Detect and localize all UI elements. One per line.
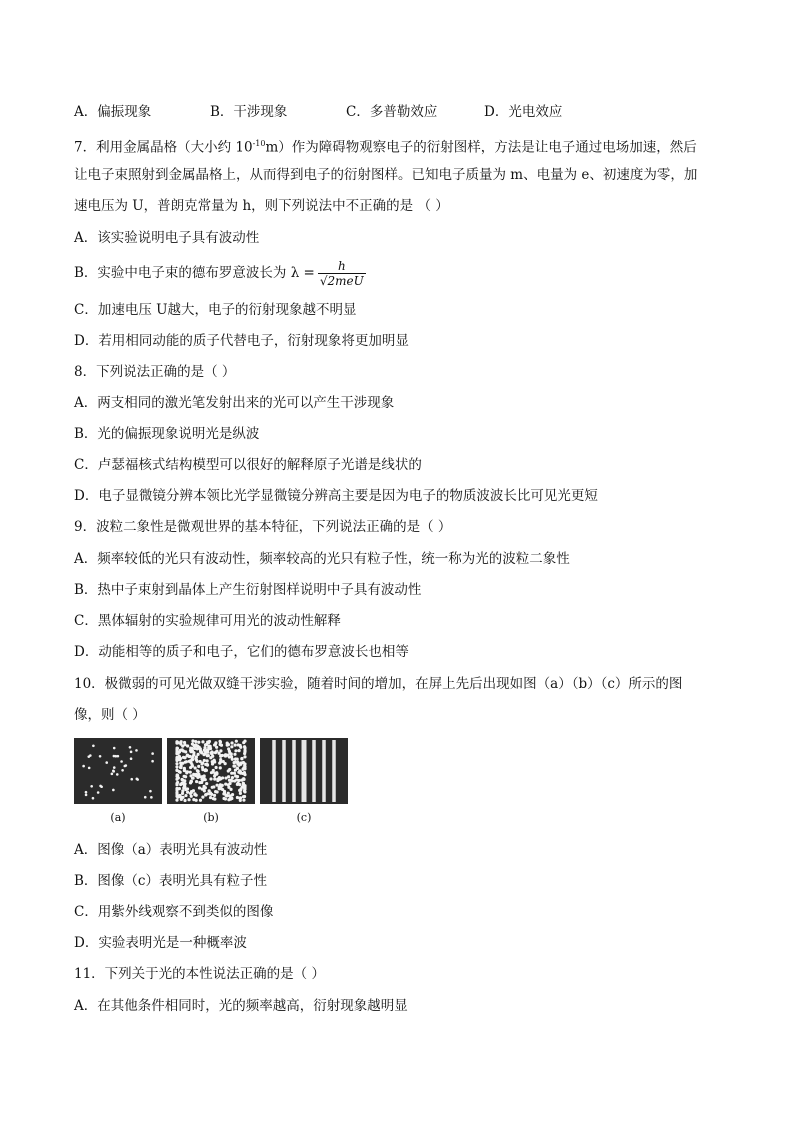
photon-dot: [235, 778, 238, 781]
q8-option-c: C．卢瑟福核式结构模型可以很好的解释原子光谱是线状的: [74, 457, 422, 473]
photon-dot: [234, 757, 237, 760]
photon-dot: [213, 760, 216, 763]
q10-option-b: B．图像（c）表明光具有粒子性: [74, 873, 267, 889]
photon-dot: [243, 755, 246, 758]
photon-dot: [219, 777, 222, 780]
photon-dot: [239, 792, 242, 795]
q8-option-b: B．光的偏振现象说明光是纵波: [74, 426, 260, 442]
photon-dot: [92, 745, 95, 748]
q9-option-a: A．频率较低的光只有波动性，频率较高的光只有粒子性，统一称为光的波粒二象性: [74, 551, 570, 567]
photon-dot: [242, 777, 245, 780]
photon-dot: [144, 796, 147, 799]
photon-dot: [230, 772, 233, 775]
photon-dot: [214, 751, 217, 754]
photon-dot: [181, 748, 184, 751]
photon-dot: [105, 761, 108, 764]
photon-dot: [179, 762, 182, 765]
q7-option-a: A．该实验说明电子具有波动性: [74, 230, 260, 246]
q9-option-b: B．热中子束射到晶体上产生衍射图样说明中子具有波动性: [74, 582, 422, 598]
photon-dot: [206, 759, 209, 762]
photon-dot: [99, 755, 102, 758]
formula-denominator: √2meU: [319, 274, 364, 288]
photon-dot: [230, 745, 233, 748]
photon-dot: [201, 796, 204, 799]
photon-dot: [175, 742, 178, 745]
photon-dot: [190, 795, 193, 798]
interference-figures: [74, 738, 350, 808]
q10-option-a: A．图像（a）表明光具有波动性: [74, 842, 268, 858]
photon-dot: [213, 778, 216, 781]
q7-option-c: C．加速电压 U越大，电子的衍射现象越不明显: [74, 302, 357, 318]
photon-dot: [198, 786, 201, 789]
photon-dot: [209, 796, 212, 799]
photon-dot: [234, 774, 237, 777]
photon-dot: [219, 766, 222, 769]
photon-dot: [239, 799, 242, 802]
photon-dot: [112, 769, 115, 772]
q6-option-b: B．干涉现象: [210, 104, 288, 120]
photon-dot: [204, 793, 207, 796]
photon-dot: [231, 793, 234, 796]
photon-dot: [89, 754, 92, 757]
photon-dot: [243, 773, 246, 776]
photon-dot: [178, 755, 181, 758]
q7-stem-line1: [74, 134, 697, 158]
photon-dot: [184, 750, 187, 753]
photon-dot: [175, 799, 178, 802]
photon-dot: [187, 798, 190, 801]
q7-stem-post: m）作为障碍物观察电子的衍射图样，方法是让电子通过电场加速，然后: [265, 139, 697, 156]
photon-dot: [182, 782, 185, 785]
photon-dot: [193, 792, 196, 795]
photon-dot: [206, 741, 209, 744]
photon-dot: [178, 794, 181, 797]
photon-dot: [82, 765, 85, 768]
photon-dot: [222, 760, 225, 763]
photon-dot: [92, 797, 95, 800]
photon-dot: [243, 784, 246, 787]
q7-stem-exponent: -10: [252, 139, 266, 148]
photon-dot: [183, 779, 186, 782]
photon-dot: [228, 779, 231, 782]
photon-dot: [236, 767, 239, 770]
photon-dot: [232, 765, 235, 768]
photon-dot: [194, 766, 197, 769]
photon-dot: [189, 766, 192, 769]
figure-a-caption: (a): [110, 811, 126, 824]
photon-dot: [175, 762, 178, 765]
photon-dot: [182, 756, 185, 759]
photon-dot: [184, 775, 187, 778]
photon-dot: [97, 791, 100, 794]
photon-dot: [231, 776, 234, 779]
photon-dot: [182, 786, 185, 789]
q9-option-d: D．动能相等的质子和电子，它们的德布罗意波长也相等: [74, 644, 409, 660]
photon-dot: [186, 791, 189, 794]
photon-dot: [228, 795, 231, 798]
photon-dot: [219, 754, 222, 757]
interference-fringe: [292, 740, 296, 802]
photon-dot: [205, 782, 208, 785]
photon-dot: [211, 751, 214, 754]
photon-dot: [225, 794, 228, 797]
photon-dot: [191, 747, 194, 750]
photon-dot: [184, 761, 187, 764]
photon-dot: [136, 778, 139, 781]
photon-dot: [231, 758, 234, 761]
photon-dot: [175, 752, 178, 755]
photon-dot: [196, 745, 199, 748]
photon-dot: [215, 772, 218, 775]
photon-dot: [228, 752, 231, 755]
photon-dot: [201, 740, 204, 743]
photon-dot: [85, 791, 88, 794]
photon-dot: [203, 748, 206, 751]
interference-fringe: [312, 740, 316, 802]
q10-option-c: C．用紫外线观察不到类似的图像: [74, 904, 274, 920]
photon-dot: [206, 748, 209, 751]
photon-dot: [151, 752, 154, 755]
photon-dot: [204, 786, 207, 789]
q7-stem-line2: 让电子束照射到金属晶格上，从而得到电子的衍射图样。已知电子质量为 m、电量为 e、初速度为零，加: [74, 167, 698, 183]
photon-dot: [213, 794, 216, 797]
interference-fringe: [332, 740, 336, 802]
photon-dot: [175, 765, 178, 768]
photon-dot: [199, 747, 202, 750]
photon-dot: [190, 791, 193, 794]
photon-dot: [243, 749, 246, 752]
photon-dot: [239, 763, 242, 766]
photon-dot: [221, 788, 224, 791]
photon-dot: [99, 785, 102, 788]
photon-dot: [151, 760, 154, 763]
photon-dot: [90, 785, 93, 788]
q7-option-d: D．若用相同动能的质子代替电子，衍射现象将更加明显: [74, 333, 409, 349]
photon-dot: [184, 794, 187, 797]
photon-dot: [120, 760, 123, 763]
photon-dot: [149, 790, 152, 793]
q7-stem-line3: 速电压为 U，普朗克常量为 h，则下列说法中不正确的是 （ ）: [74, 198, 449, 214]
photon-dot: [224, 783, 227, 786]
photon-dot: [239, 789, 242, 792]
photon-dot: [205, 769, 208, 772]
photon-dot: [196, 760, 199, 763]
photon-dot: [178, 787, 181, 790]
q11-stem: 11．下列关于光的本性说法正确的是（ ）: [74, 966, 325, 982]
photon-dot: [234, 749, 237, 752]
photon-dot: [188, 760, 191, 763]
photon-dot: [195, 799, 198, 802]
photon-dot: [113, 747, 116, 750]
photon-dot: [238, 749, 241, 752]
photon-dot: [230, 741, 233, 744]
photon-dot: [201, 768, 204, 771]
photon-dot: [242, 795, 245, 798]
photon-dot: [240, 757, 243, 760]
figure-b-panel: [167, 738, 255, 804]
photon-dot: [183, 743, 186, 746]
photon-dot: [114, 755, 117, 758]
photon-dot: [196, 769, 199, 772]
photon-dot: [242, 799, 245, 802]
photon-dot: [197, 765, 200, 768]
photon-dot: [116, 773, 119, 776]
q11-option-a: A．在其他条件相同时，光的频率越高，衍射现象越明显: [74, 998, 408, 1014]
photon-dot: [226, 742, 229, 745]
photon-dot: [112, 789, 115, 792]
q7-option-b-text: B．实验中电子束的德布罗意波长为 λ =: [74, 265, 315, 281]
photon-dot: [191, 755, 194, 758]
q10-stem-line1: 10．极微弱的可见光做双缝干涉实验，随着时间的增加，在屏上先后出现如图（a）（b）（c）所示的图: [74, 676, 683, 692]
photon-dot: [130, 757, 133, 760]
photon-dot: [224, 776, 227, 779]
photon-dot: [192, 751, 195, 754]
photon-dot: [233, 753, 236, 756]
photon-dot: [113, 766, 116, 769]
photon-dot: [203, 774, 206, 777]
photon-dot: [85, 794, 88, 797]
photon-dot: [242, 741, 245, 744]
q7-stem-pre: 7．利用金属晶格（大小约 10: [74, 139, 253, 156]
photon-dot: [195, 780, 198, 783]
q8-option-d: D．电子显微镜分辨本领比光学显微镜分辨高主要是因为电子的物质波波长比可见光更短: [74, 488, 598, 504]
photon-dot: [195, 755, 198, 758]
photon-dot: [204, 778, 207, 781]
photon-dot: [180, 740, 183, 743]
q10-option-d: D．实验表明光是一种概率波: [74, 935, 247, 951]
photon-dot: [236, 796, 239, 799]
q6-option-a: A．偏振现象: [74, 104, 152, 120]
photon-dot: [125, 764, 128, 767]
interference-fringe: [322, 740, 326, 802]
photon-dot: [209, 777, 212, 780]
photon-dot: [197, 741, 200, 744]
photon-dot: [215, 790, 218, 793]
photon-dot: [208, 789, 211, 792]
photon-dot: [222, 792, 225, 795]
photon-dot: [200, 751, 203, 754]
figure-c-caption: (c): [296, 811, 312, 824]
photon-dot: [176, 781, 179, 784]
wavelength-formula: [318, 259, 366, 288]
photon-dot: [243, 787, 246, 790]
photon-dot: [179, 771, 182, 774]
photon-dot: [236, 762, 239, 765]
photon-dot: [194, 740, 197, 743]
photon-dot: [219, 743, 222, 746]
figure-c-panel: [260, 738, 348, 804]
photon-dot: [191, 739, 194, 742]
photon-dot: [199, 799, 202, 802]
photon-dot: [190, 780, 193, 783]
q6-option-c: C．多普勒效应: [346, 104, 438, 120]
photon-dot: [218, 787, 221, 790]
figure-b-dense-dots: [167, 738, 255, 804]
photon-dot: [193, 774, 196, 777]
photon-dot: [175, 747, 178, 750]
photon-dot: [200, 762, 203, 765]
photon-dot: [214, 766, 217, 769]
photon-dot: [229, 797, 232, 800]
photon-dot: [214, 743, 217, 746]
q7-option-b: [74, 258, 366, 288]
photon-dot: [235, 740, 238, 743]
figure-a-sparse-dots: [74, 738, 162, 804]
photon-dot: [227, 769, 230, 772]
photon-dot: [175, 778, 178, 781]
photon-dot: [180, 798, 183, 801]
photon-dot: [121, 769, 124, 772]
figure-b-caption: (b): [203, 811, 219, 824]
q6-option-d: D．光电效应: [484, 104, 563, 120]
photon-dot: [130, 778, 133, 781]
figure-a-panel: [74, 738, 162, 804]
formula-numerator: h: [337, 259, 346, 273]
photon-dot: [175, 758, 178, 761]
photon-dot: [189, 774, 192, 777]
photon-dot: [130, 751, 133, 754]
photon-dot: [181, 792, 184, 795]
photon-dot: [234, 744, 237, 747]
q9-option-c: C．黑体辐射的实验规律可用光的波动性解释: [74, 613, 341, 629]
photon-dot: [206, 754, 209, 757]
photon-dot: [237, 771, 240, 774]
photon-dot: [150, 796, 153, 799]
photon-dot: [241, 768, 244, 771]
photon-dot: [239, 746, 242, 749]
photon-dot: [210, 793, 213, 796]
photon-dot: [203, 789, 206, 792]
photon-dot: [219, 760, 222, 763]
interference-fringe: [302, 740, 307, 802]
photon-dot: [88, 767, 91, 770]
photon-dot: [191, 758, 194, 761]
q8-option-a: A．两支相同的激光笔发射出来的光可以产生干涉现象: [74, 395, 395, 411]
photon-dot: [135, 749, 138, 752]
photon-dot: [111, 773, 114, 776]
photon-dot: [213, 797, 216, 800]
photon-dot: [175, 769, 178, 772]
photon-dot: [186, 754, 189, 757]
photon-dot: [238, 783, 241, 786]
interference-fringe: [282, 740, 286, 802]
photon-dot: [241, 785, 244, 788]
q10-stem-line2: 像，则（ ）: [74, 707, 146, 723]
photon-dot: [209, 756, 212, 759]
photon-dot: [191, 742, 194, 745]
photon-dot: [179, 783, 182, 786]
photon-dot: [183, 769, 186, 772]
photon-dot: [229, 788, 232, 791]
photon-dot: [129, 746, 132, 749]
photon-dot: [211, 786, 214, 789]
photon-dot: [237, 743, 240, 746]
photon-dot: [189, 771, 192, 774]
photon-dot: [176, 774, 179, 777]
photon-dot: [222, 797, 225, 800]
q9-stem: 9．波粒二象性是微观世界的基本特征，下列说法正确的是（ ）: [74, 519, 452, 535]
photon-dot: [183, 799, 186, 802]
photon-dot: [204, 763, 207, 766]
photon-dot: [176, 794, 179, 797]
photon-dot: [215, 784, 218, 787]
interference-fringe: [272, 740, 276, 802]
q8-stem: 8．下列说法正确的是（ ）: [74, 364, 236, 380]
figure-c-fringes: [260, 738, 348, 804]
